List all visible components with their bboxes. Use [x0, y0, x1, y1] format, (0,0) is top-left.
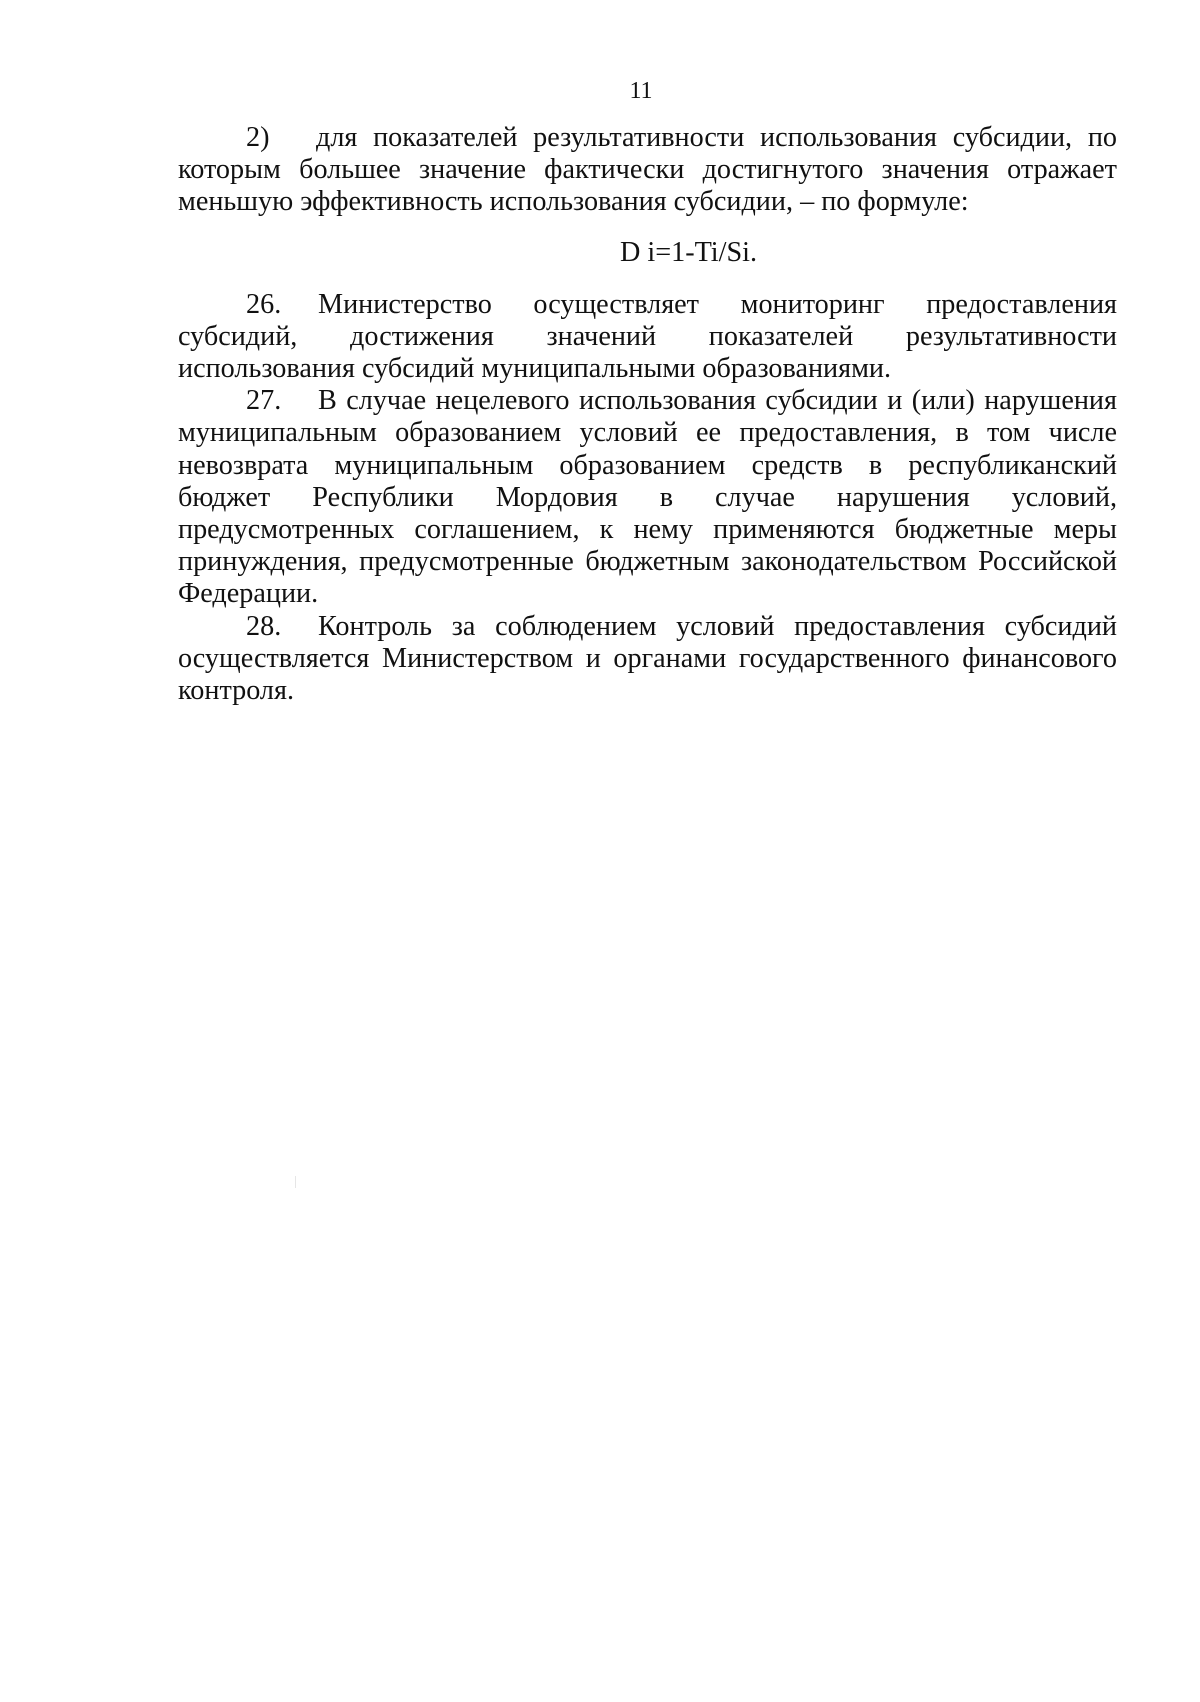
- paragraph-26: [178, 289, 1117, 386]
- paragraph-number: 28.: [246, 610, 282, 642]
- formula: D i=1-Ti/Si.: [619, 236, 758, 268]
- document-body: [178, 122, 1117, 707]
- paragraph-text: Контроль за соблюдением условий предоставления субсидий осуществляется Министерством и органами государственного финансового контроля.: [178, 610, 1117, 707]
- item-number: 2): [246, 122, 270, 153]
- page-number: 11: [629, 78, 653, 104]
- paragraph-text: Министерство осуществляет мониторинг предоставления субсидий, достижения значений показателей результативности использования субсидий муниципальными образованиями.: [178, 288, 1117, 385]
- paragraph-28: [178, 611, 1117, 708]
- paragraph-text: для показателей результативности использования субсидии, по которым большее значение фактически достигнутого значения отражает меньшую эффективность использования субсидии, – по формуле:: [178, 122, 1117, 218]
- paragraph-item-2: [178, 122, 1117, 219]
- paragraph-number: 27.: [246, 385, 282, 417]
- scan-artifact: [295, 1176, 296, 1188]
- paragraph-number: 26.: [246, 288, 282, 320]
- paragraph-27: [178, 385, 1117, 610]
- paragraph-text: В случае нецелевого использования субсидии и (или) нарушения муниципальным образованием условий ее предоставления, в том числе невозврата муниципальным образованием средств в республиканский бюджет Республики Мордовия в случае нарушения условий, предусмотренных соглашением, к нему применяются бюджетные меры принуждения, предусмотренные бюджетным законодательством Российской Федерации.: [178, 385, 1117, 610]
